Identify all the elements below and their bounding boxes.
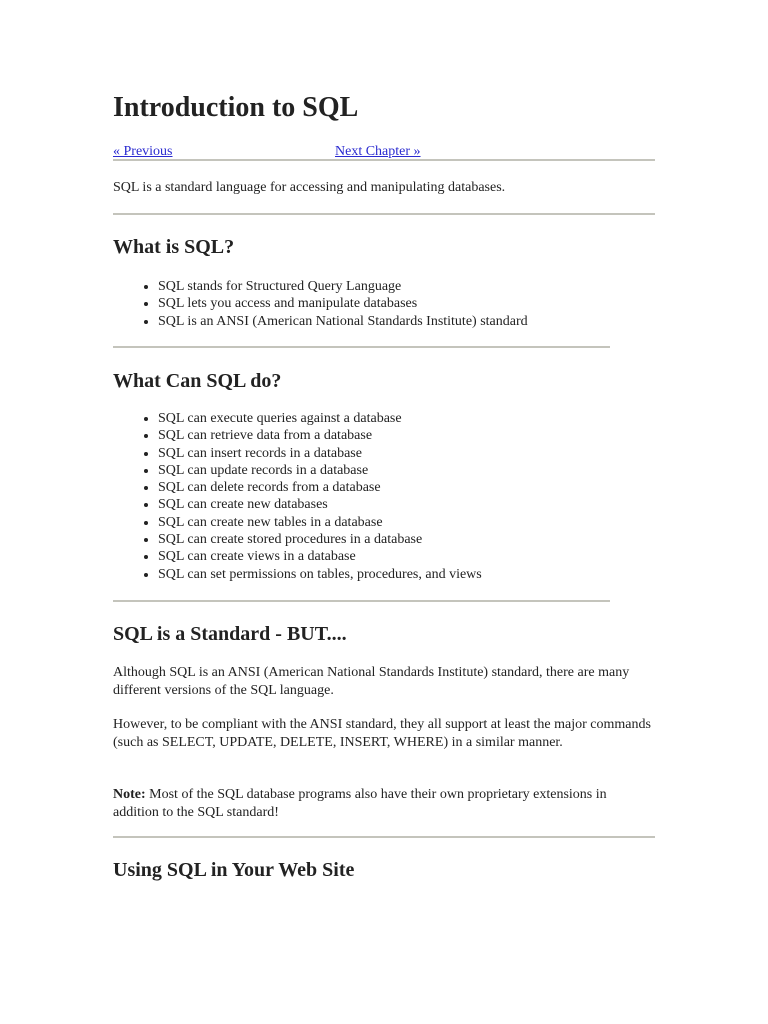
note-text: Most of the SQL database programs also have their own proprietary extensions in addition to the SQL standard! — [113, 787, 607, 820]
list-item: • SQL can retrieve data from a database — [158, 427, 658, 444]
next-chapter-link[interactable]: Next Chapter » — [335, 144, 421, 159]
list-item: • SQL can insert records in a database — [158, 445, 658, 462]
section-heading-what-is-sql: What is SQL? — [113, 236, 235, 258]
standard-paragraph-2: However, to be compliant with the ANSI standard, they all support at least the major commands (such as SELECT, UPDATE, DELETE, INSERT, WHERE) in a similar manner. — [113, 717, 651, 750]
previous-link[interactable]: « Previous — [113, 144, 173, 159]
section-heading-using-sql-web-site: Using SQL in Your Web Site — [113, 859, 355, 881]
section-heading-sql-standard: SQL is a Standard - BUT.... — [113, 623, 347, 645]
list-item: • SQL is an ANSI (American National Standards Institute) standard — [158, 313, 658, 330]
divider — [113, 346, 610, 348]
divider — [113, 213, 655, 215]
list-item: • SQL can update records in a database — [158, 462, 658, 479]
list-item: • SQL stands for Structured Query Language — [158, 278, 658, 295]
divider — [113, 836, 655, 838]
list-item: • SQL can create stored procedures in a database — [158, 531, 658, 548]
section-heading-what-can-sql-do: What Can SQL do? — [113, 370, 282, 392]
list-item: • SQL can create new databases — [158, 496, 658, 513]
what-is-sql-list — [113, 278, 658, 330]
page-title: Introduction to SQL — [113, 92, 359, 123]
note-paragraph — [113, 786, 653, 821]
list-item: • SQL lets you access and manipulate databases — [158, 295, 658, 312]
list-item: • SQL can execute queries against a database — [158, 410, 658, 427]
note-label: Note: — [113, 787, 146, 802]
what-can-sql-do-list — [113, 410, 658, 583]
list-item: • SQL can set permissions on tables, procedures, and views — [158, 566, 658, 583]
standard-paragraph-1: Although SQL is an ANSI (American National Standards Institute) standard, there are many different versions of the SQL language. — [113, 665, 630, 698]
list-item: • SQL can delete records from a database — [158, 479, 658, 496]
list-item: • SQL can create new tables in a database — [158, 514, 658, 531]
divider — [113, 159, 655, 161]
intro-paragraph: SQL is a standard language for accessing and manipulating databases. — [113, 180, 506, 195]
list-item: • SQL can create views in a database — [158, 548, 658, 565]
divider — [113, 600, 610, 602]
